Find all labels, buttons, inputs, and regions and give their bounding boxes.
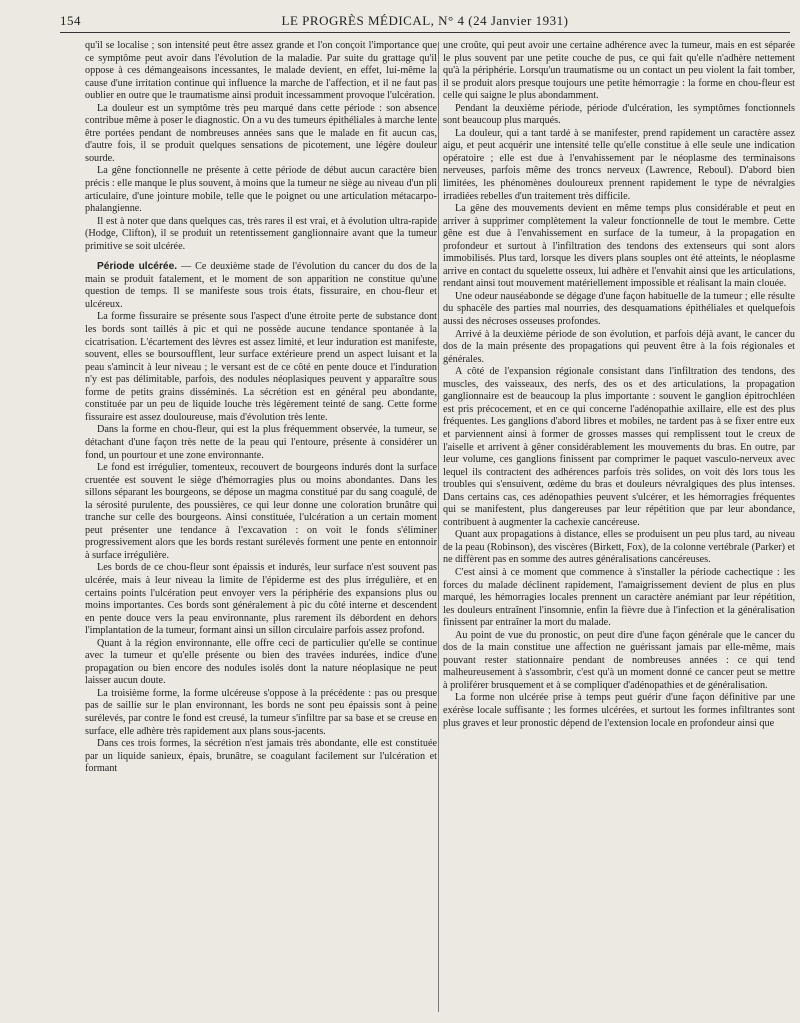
paragraph bbox=[85, 165, 437, 215]
paragraph bbox=[85, 216, 437, 254]
paragraph bbox=[85, 40, 437, 103]
paragraph-text: Quant aux propagations à distance, elles se produisent un peu plus tard, au niveau de la peau (Robinson), des viscères (Birkett, Fox), de la colonne vertébrale (Parker) et ne diffèrent pas en somme des autres généralisations cancéreuses. bbox=[443, 529, 795, 566]
paragraph-text: Arrivé à la deuxième période de son évolution, et parfois déjà avant, le cancer du dos de la main présente des propagations qui peuvent être à la fois régionales et générales. bbox=[443, 328, 795, 365]
paragraph bbox=[443, 567, 795, 630]
column-divider bbox=[438, 42, 439, 1012]
section-heading: Période ulcérée. bbox=[97, 261, 178, 273]
paragraph-text: La troisième forme, la forme ulcéreuse s'oppose à la précédente : pas ou presque pas de saillie sur le plan environnant, les bords ne sont peu épaissis sont à peine surélevés, par contre le fond est creusé, la tumeur s'infiltre par sa base et se creuse en surface, elle adhère très rapidement aux plans sous-jacents. bbox=[85, 687, 437, 737]
paragraph-text: Au point de vue du pronostic, on peut dire d'une façon générale que le cancer du dos de la main constitue une affection ne guérissant jamais par elle-même, mais pouvant rester stationnaire pendant de nombreuses années : ce qui tend malheureusement à s'assombrir, c'est qu'à un moment donné ce cancer peut se mettre à proliférer brusquement et à se compliquer d'adénopathies et de généralisation. bbox=[443, 629, 795, 691]
paragraph-text: Dans la forme en chou-fleur, qui est la plus fréquemment observée, la tumeur, se détachant d'une façon très nette de la peau qui l'entoure, présente à considérer un fond, un pourtour et une zone environnante. bbox=[85, 424, 437, 461]
paragraph bbox=[85, 738, 437, 776]
journal-title: LE PROGRÈS MÉDICAL, N° 4 (24 Janvier 1931) bbox=[281, 13, 569, 28]
paragraph-text: Pendant la deuxième période, période d'ulcération, les symptômes fonctionnels sont beaucoup plus marqués. bbox=[443, 102, 795, 127]
paragraph-text: Il est à noter que dans quelques cas, très rares il est vrai, et à évolution ultra-rapide (Hodge, Clifton), il se produit un retentissement ganglionnaire avant que la tumeur primitive se soit ulcérée. bbox=[85, 215, 437, 252]
paragraph-text: La forme non ulcérée prise à temps peut guérir d'une façon définitive par une exérèse locale suffisante ; les formes ulcérées, et surtout les formes infiltrantes sont plus graves et leur pronostic dépend de l'extension locale en profondeur ainsi que bbox=[443, 692, 795, 729]
paragraph bbox=[85, 562, 437, 637]
paragraph-text: La gêne des mouvements devient en même temps plus considérable et peut en arriver à supprimer complètement la valeur fonctionnelle de tout le membre. Cette gêne est due à l'envahissement en surface de la tumeur, à la propagation en profondeur et surtout à l'infiltration des tendons des extenseurs qui sont alors immobilisés. Plus tard, lorsque les divers plans souples ont été atteints, le néoplasme arrive en contact du squelette osseux, lui adhère et l'envahit ainsi que les articulations, rendant ainsi tout mouvement matériellement impossible et réalisant la main clouée. bbox=[443, 203, 795, 290]
paragraph-text: Les bords de ce chou-fleur sont épaissis et indurés, leur surface n'est souvent pas ulcérée, mais à leur niveau la limite de l'épiderme est des plus irrégulière, et en certains points l'ulcération peut envoyer vers la périphérie des expansions plus ou moins importantes. Ces bords sont généralement à pic du côté interne et descendent en pente douce vers la peau environnante, plus rarement ils débordent en dehors l'implantation de la tumeur, formant ainsi un sillon circulaire parfois assez profond. bbox=[85, 562, 437, 637]
paragraph bbox=[443, 40, 795, 103]
paragraph bbox=[443, 329, 795, 367]
paragraph-text: La douleur, qui a tant tardé à se manifester, prend rapidement un caractère assez aigu, et peut acquérir une intensité telle qu'elle constitue à elle seule une indication opératoire ; elle est due à l'envahissement par le néoplasme des terminaisons nerveuses, parfois même des troncs nerveux (Lawrence, Reboul). D'abord bien limitées, les phénomènes douloureux prennent rapidement le type de névralgies irradiées rebelles d'un traitement très difficile. bbox=[443, 127, 795, 202]
paragraph bbox=[443, 529, 795, 567]
paragraph bbox=[443, 692, 795, 730]
paragraph bbox=[443, 366, 795, 529]
paragraph-text: La gêne fonctionnelle ne présente à cette période de début aucun caractère bien précis : elle manque le plus souvent, à moins que la tumeur ne siège au niveau d'un pli articulaire, d'une jointure mobile, telle que le poignet ou une articulation métacarpo-phalangienne. bbox=[85, 165, 437, 215]
paragraph-text: Le fond est irrégulier, tomenteux, recouvert de bourgeons indurés dont la surface cruentée est souvent le siège d'hémorragies plus ou moins abondantes. Dans les sillons séparant les bourgeons, se dépose un magma constitué par du sang coagulé, de la sérosité purulente, des poussières, ce qui leur donne une coloration brunâtre qui tranche sur celle des bourgeons. Ainsi constituée, l'ulcération a un certain moment peut présenter une tendance à l'excavation : on voit le fonds s'éliminer progressivement alors que les bords restant surélevés forment une pente en entonnoir à surface irrégulière. bbox=[85, 462, 437, 561]
paragraph-text: Quant à la région environnante, elle offre ceci de particulier qu'elle se continue avec la tumeur et qu'elle présente ou bien des travées indurées, indice d'une propagation ou bien encore des nodules isolés dont la nature néoplasique ne peut laisser aucun doute. bbox=[85, 637, 437, 687]
paragraph-text: A côté de l'expansion régionale consistant dans l'infiltration des tendons, des muscles, des vaisseaux, des nerfs, des os et des articulations, la propagation ganglionnaire est de beaucoup la plus importante : souvent le ganglion épitrochléen est pris précocement, et en ce qui concerne l'adénopathie axillaire, elle est des plus fréquentes. Les ganglions d'abord libres et mobiles, ne tardent pas à se fixer entre eux et parviennent ainsi à former de grosses masses qui remplissent tout le creux de l'aiselle et arrivent à gêner considérablement les mouvements du bras. En outre, par leur volume, ces ganglions finissent par comprimer le paquet vasculo-nerveux avec lequel ils contractent des adhérences parfois très solides, on voit dès lors tous les troubles qui s'ensuivent, œdème du bras et douleurs névralgiques des plus intenses. Dans certains cas, ces adénopathies peuvent s'ulcérer, et les hémorragies fréquentes qui se manifestent, plus dangereuses par leur répétition que par leur abondance, contribuent à augmenter la cachexie cancéreuse. bbox=[443, 366, 795, 528]
paragraph bbox=[443, 128, 795, 203]
paragraph bbox=[443, 630, 795, 693]
paragraph-text: une croûte, qui peut avoir une certaine adhérence avec la tumeur, mais en est séparée le plus souvent par une petite couche de pus, ce qui fait qu'elle n'adhère nettement qu'à la périphérie. Lorsqu'un traumatisme ou un contact un peu violent la fait tomber, il se produit alors presque toujours une petite hémorragie : la forme en chou-fleur est celle qui saigne le plus abondamment. bbox=[443, 40, 795, 102]
paragraph bbox=[443, 203, 795, 291]
paragraph-text: — Ce deuxième stade de l'évolution du cancer du dos de la main se produit fatalement, et le moment de son apparition ne constitue qu'une question de temps. Il se manifeste sous trois états, fissuraire, en chou-fleur et ulcéreux. bbox=[85, 261, 437, 310]
page-number: 154 bbox=[60, 13, 81, 28]
paragraph bbox=[443, 103, 795, 128]
paragraph-text: Dans ces trois formes, la sécrétion n'est jamais très abondante, elle est constituée par un liquide sanieux, épais, brunâtre, se coagulant facilement sur l'ulcération et formant bbox=[85, 738, 437, 775]
paragraph bbox=[85, 462, 437, 562]
running-header bbox=[60, 10, 790, 33]
paragraph bbox=[85, 311, 437, 424]
paragraph bbox=[85, 424, 437, 462]
paragraph bbox=[85, 103, 437, 166]
right-column bbox=[443, 40, 795, 1015]
paragraph-text: C'est ainsi à ce moment que commence à s'installer la période cachectique : les forces du malade déclinent rapidement, l'amaigrissement devient de plus en plus marqué, les hémorragies locales prennent un caractère anémiant par leur répétition, les douleurs entraînent l'insomnie, enfin la fièvre due à l'infection et la généralisation finissent par entraîner la mort du malade. bbox=[443, 566, 795, 629]
paragraph bbox=[85, 261, 437, 311]
paragraph-text: qu'il se localise ; son intensité peut être assez grande et l'on conçoit l'importance que ce symptôme peut avoir dans l'évolution de la maladie. Par suite du grattage qu'il oppose à ces démangeaisons incessantes, le malade devient, en effet, lui-même la cause d'une irritation continue qui influence la marche de l'affection, et il ne faut pas oublier en outre que le traumatisme ainsi produit incessamment provoque l'ulcération. bbox=[85, 40, 437, 102]
left-column bbox=[85, 40, 437, 1015]
paragraph-text: La douleur est un symptôme très peu marqué dans cette période : son absence contribue même à poser le diagnostic. On a vu des tumeurs épithéliales à marche lente être portées pendant de nombreuses années sans que le malade en fit aucun cas, d'autre fois, il se produit quelques sensations de picotement, une légère douleur sourde. bbox=[85, 102, 437, 164]
paragraph bbox=[443, 291, 795, 329]
paragraph-text: La forme fissuraire se présente sous l'aspect d'une étroite perte de substance dont les bords sont taillés à pic et qui ne possède aucune tendance spontanée à la cicatrisation. L'écartement des lèvres est assez limité, et leur induration est manifeste, souvent, elles se boursoufflent, leur surface extérieure prend un aspect luisant et la peau s'amincit à leur niveau ; le versant est de ce côté en pente douce et l'induration n'y est pas délimitable, parfois, des nodules néoplasiques peuvent y apparaître sous forme de petits grains disséminés. La sécrétion est en général peu abondante, constituée par un peu de liquide louche très légèrement teinté de sang. Cette forme fissuraire est assez douloureuse, mais d'évolution très lente. bbox=[85, 311, 437, 423]
paragraph bbox=[85, 688, 437, 738]
paragraph-text: Une odeur nauséabonde se dégage d'une façon habituelle de la tumeur ; elle résulte du sphacèle des parties mal nourries, des desquamations épithéliales et quelquefois aussi des nécroses osseuses profondes. bbox=[443, 290, 795, 328]
paragraph bbox=[85, 638, 437, 688]
